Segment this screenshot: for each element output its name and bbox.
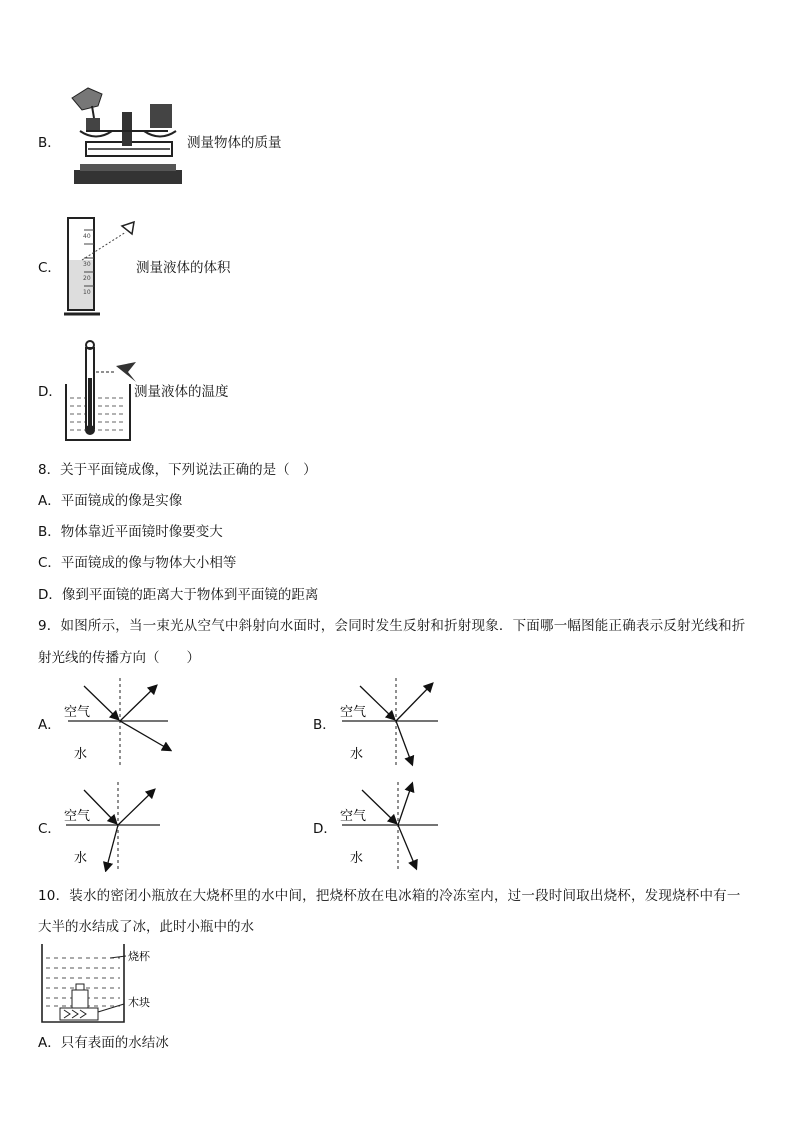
option-d-letter: D． xyxy=(38,384,62,400)
svg-text:20: 20 xyxy=(83,275,91,282)
q9-d-water-label: 水 xyxy=(350,851,364,866)
option-b-letter: B． xyxy=(38,135,61,151)
option-b-label: 测量物体的质量 xyxy=(187,135,282,151)
q9-diagram-b xyxy=(336,674,440,768)
svg-text:30: 30 xyxy=(83,261,91,268)
q8-option-b: B．物体靠近平面镜时像要变大 xyxy=(38,524,223,540)
q8-stem: 8．关于平面镜成像，下列说法正确的是（ ） xyxy=(38,462,317,478)
q9-d-air-label: 空气 xyxy=(340,809,367,824)
svg-text:10: 10 xyxy=(83,289,91,296)
block-label: 木块 xyxy=(128,996,150,1009)
q10-option-a: A．只有表面的水结冰 xyxy=(38,1035,169,1051)
option-d-label: 测量液体的温度 xyxy=(134,384,229,400)
option-c-label: 测量液体的体积 xyxy=(136,260,231,276)
q10-stem-line1: 10．装水的密闭小瓶放在大烧杯里的水中间，把烧杯放在电冰箱的冷冻室内，过一段时间取出烧杯，发现烧杯中有一 xyxy=(38,888,741,904)
q9-b-water-label: 水 xyxy=(350,747,364,762)
q9-option-b-letter: B． xyxy=(313,717,336,733)
q9-stem-line1: 9．如图所示，当一束光从空气中斜射向水面时，会同时发生反射和折射现象．下面哪一幅图能正确表示反射光线和折 xyxy=(38,618,746,634)
option-c-letter: C． xyxy=(38,260,61,276)
q9-option-d-letter: D． xyxy=(313,821,337,837)
q9-diagram-a xyxy=(60,674,172,768)
svg-text:40: 40 xyxy=(83,233,91,240)
q9-stem-line2: 射光线的传播方向（ ） xyxy=(38,650,200,666)
q8-option-d: D．像到平面镜的距离大于物体到平面镜的距离 xyxy=(38,587,319,603)
cylinder-figure xyxy=(62,214,142,320)
q9-diagram-c xyxy=(60,778,164,872)
q9-option-c-letter: C． xyxy=(38,821,61,837)
beaker-bottle-figure xyxy=(40,942,164,1026)
q8-option-c: C．平面镜成的像与物体大小相等 xyxy=(38,555,237,571)
q8-option-a: A．平面镜成的像是实像 xyxy=(38,493,183,509)
q9-diagram-d xyxy=(336,778,440,872)
q9-a-air-label: 空气 xyxy=(64,705,91,720)
q9-a-water-label: 水 xyxy=(74,747,88,762)
q10-stem-line2: 大半的水结成了冰，此时小瓶中的水 xyxy=(38,919,254,935)
balance-figure xyxy=(68,84,188,188)
beaker-label: 烧杯 xyxy=(128,950,150,963)
q9-c-water-label: 水 xyxy=(74,851,88,866)
thermometer-figure xyxy=(62,338,142,444)
q9-b-air-label: 空气 xyxy=(340,705,367,720)
q9-option-a-letter: A． xyxy=(38,717,61,733)
q9-c-air-label: 空气 xyxy=(64,809,91,824)
